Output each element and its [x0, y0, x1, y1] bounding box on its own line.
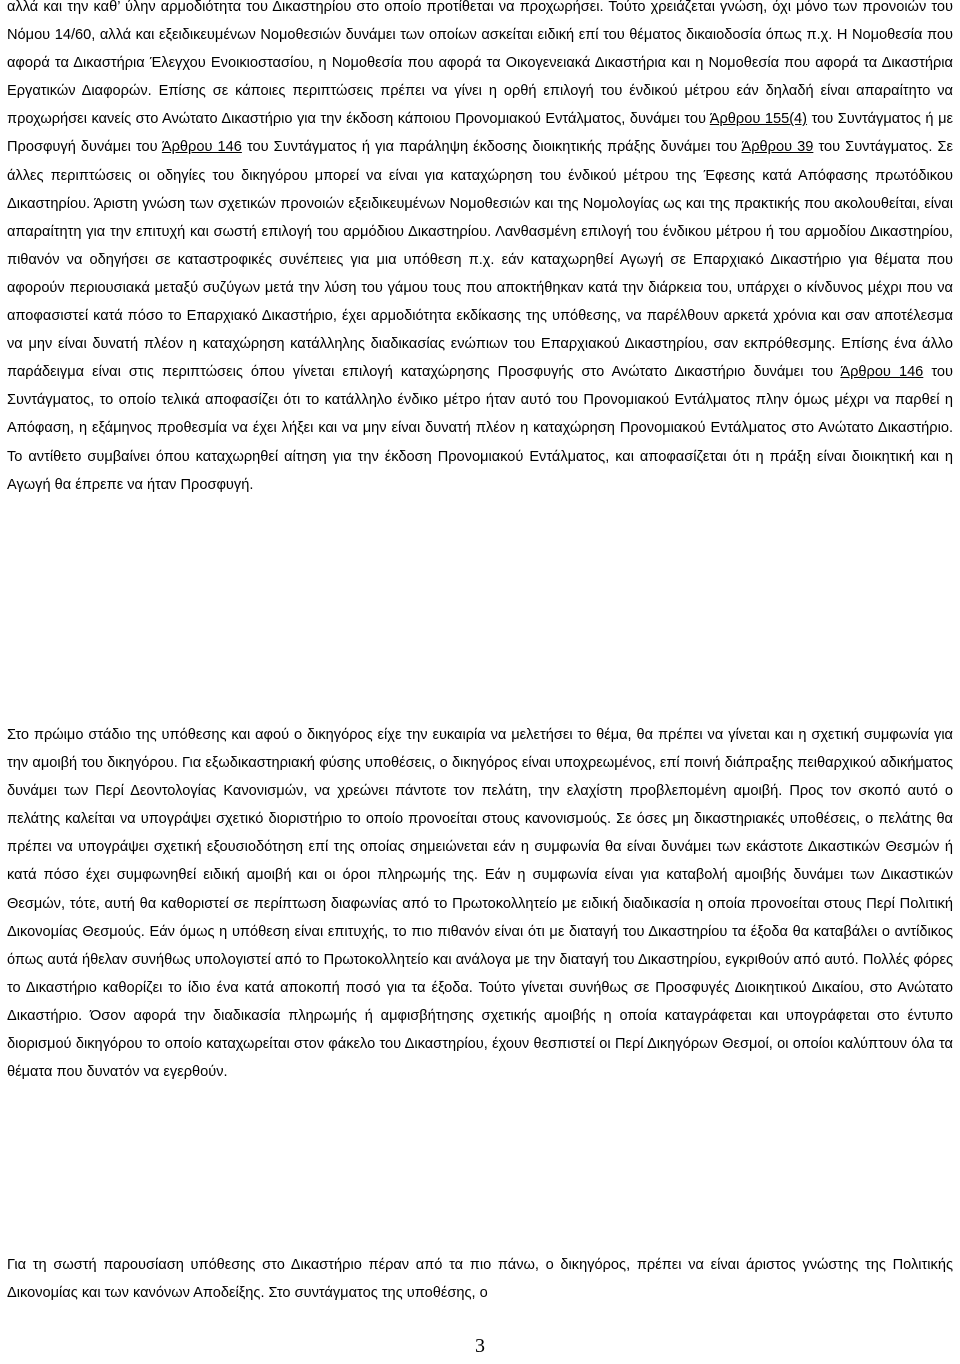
article-146-link-2[interactable]: Άρθρου 146 — [840, 364, 924, 381]
body-paragraph-2: Στο πρώιμο στάδιο της υπόθεσης και αφού ο δικηγόρος είχε την ευκαιρία να μελετήσει το θέμα, θα πρέπει να γίνεται και η σχετική συμφωνία για την αμοιβή του δικηγόρου. Για εξωδικαστηριακή φύσης υποθέσεις, ο δικηγόρος είναι υποχρεωμένος, επί ποινή διάπραξης πειθαρχικού αδικήματος δυνάμει των Περί Δεοντολογίας Κανονισμών, να χρεώνει πάντοτε τον πελάτη, την ελαχίστη προβλεπομένη αμοιβή. Προς τον σκοπό αυτό ο πελάτης καλείται να υπογράψει σχετικό διοριστήριο το οποίο προνοείται στους κανονισμούς. Σε όσες μη δικαστηριακές υποθέσεις, ο πελάτης θα πρέπει να υπογράψει σχετική εξουσιοδότηση επί της οποίας σημειώνεται εάν η συμφωνία θα είναι δυνάμει των εκάστοτε Δικαστικών Θεσμών ή κατά πόσο έχει συμφωνηθεί ειδική αμοιβή και οι όροι πληρωμής της. Εάν η συμφωνία είναι για καταβολή αμοιβής δυνάμει των Δικαστικών Θεσμών, τότε, αυτή θα καθοριστεί σε περίπτωση διαφωνίας από το Πρωτοκολλητείο με ειδική διαδικασία η οποία προνοείται στους Περί Πολιτική Δικονομίας Θεσμούς. Εάν όμως η υπόθεση είναι επιτυχής, το πιο πιθανόν είναι ότι με διαταγή του Δικαστηρίου τα έξοδα θα καταβάλει ο αντίδικος όπως αυτά ήθελαν συνήθως υπολογιστεί από το Πρωτοκολλητείο και ανάλογα με την διαταγή του Δικαστηρίου, εγκριθούν από αυτό. Πολλές φόρες το Δικαστήριο καθορίζει το ίδιο ένα κατά αποκοπή ποσό για τα έξοδα. Τούτο γίνεται συνήθως σε Προσφυγές Διοικητικού Δικαίου, στο Ανώτατο Δικαστήριο. Όσον αφορά την διαδικασία πληρωμής ή αμφισβήτησης σχετικής αμοιβής η οποία καταγράφεται και υπογράφεται στο έντυπο διορισμού δικηγόρου το οποίο καταχωρείται στον φάκελο του Δικαστηρίου, έχουν θεσπιστεί οι Περί Δικηγόρων Θεσμοί, οι οποίοι καλύπτουν όλα τα θέματα που δυνατόν να εγερθούν. — [7, 727, 953, 1081]
paragraph-1-text-3: του Συντάγματος ή για παράληψη έκδοσης διοικητικής πράξης δυνάμει του — [241, 139, 742, 156]
body-paragraph-3: Για τη σωστή παρουσίαση υπόθεσης στο Δικαστήριο πέραν από τα πιο πάνω, ο δικηγόρος, πρέπει να είναι άριστος γνώστης της Πολιτικής Δικονομίας και των κανόνων Αποδείξης. Στο συντάγματος της υποθέσης, ο — [7, 1257, 953, 1302]
body-paragraph-1 — [7, 0, 953, 499]
paragraph-1-text-4: του Συντάγματος. Σε άλλες περιπτώσεις οι οδηγίες του δικηγόρου μπορεί να είναι για καταχώρηση του ένδικού μέτρου της Έφεσης κατά Απόφασης πρωτόδικου Δικαστηρίου. Άριστη γνώση των σχετικών προνοιών εξειδικευμένων Νομοθεσιών και της Νομολογίας ως και της πρακτικής που ακολουθείται, είναι απαραίτητη για την επιτυχή και σωστή επιλογή του αρμόδιου Δικαστηρίου. Λανθασμένη επιλογή του ένδικου μέτρου ή του αρμοδίου Δικαστηρίου, πιθανόν να οδηγήσει σε καταστροφικές συνέπειες για μια υπόθεση π.χ. εάν καταχωρηθεί Αγωγή σε Επαρχιακό Δικαστήριο για θέματα που αφορούν περιουσιακά μεταξύ συζύγων μετά την λύση του γάμου τους που αποκτήθηκαν κατά την διάρκεια του, υπάρχει ο κίνδυνος μέχρι που να αποφασιστεί κατά πόσο το Επαρχιακό Δικαστήριο, έχει αρμοδιότητα εκδίκασης της υπόθεσης, να παρέλθουν αρκετά χρόνια και σαν αποτέλεσμα να μην είναι δυνατή πλέον η καταχώρηση κατάλληλης διαδικασίας ενώπιων του Επαρχιακού Δικαστηρίου, σαν εκπρόθεσμης. Επίσης ένα άλλο παράδειγμα είναι στις περιπτώσεις όπου γίνεται επιλογή καταχώρησης Προσφυγής στο Ανώτατο Δικαστήριο δυνάμει του — [7, 139, 953, 381]
paragraph-1-text-2: του Συντάγματος ή με Προσφυγή δυνάμει του — [7, 111, 953, 156]
article-155-4-link[interactable]: Άρθρου 155(4) — [709, 111, 808, 128]
paragraph-1-text-1: αλλά και την καθ’ ύλην αρμοδιότητα του Δικαστηρίου στο οποίο προτίθεται να προχωρήσει. Τούτο χρειάζεται γνώση, όχι μόνο των προνοιών του Νόμου 14/60, αλλά και εξειδικευμένων Νομοθεσιών δυνάμει των οποίων ασκείται ειδική επί του θέματος δικαιοδοσία όπως π.χ. Η Νομοθεσία που αφορά τα Δικαστήρια Έλεγχου Ενοικιοστασίου, η Νομοθεσία που αφορά τα Οικογενειακά Δικαστήρια και η Νομοθεσία που αφορά τα Δικαστήρια Εργατικών Διαφορών. Επίσης σε κάποιες περιπτώσεις πρέπει να γίνει η ορθή επιλογή του ένδικού μέτρου εάν δηλαδή είναι απαραίτητο να προχωρήσει κανείς στο Ανώτατο Δικαστήριο για την έκδοση κάποιου Προνομιακού Εντάλματος, δυνάμει του — [7, 0, 953, 128]
paragraph-1-text-5: του Συντάγματος, το οποίο τελικά αποφασίζει ότι το κατάλληλο ένδικο μέτρο ήταν αυτό του Προνομιακού Εντάλματος πλην όμως μέχρι να παρθεί η Απόφαση, η εξάμηνος προθεσμία να έχει λήξει και να μην είναι δυνατή πλέον η καταχώρηση Προνομιακού Εντάλματος στο Ανώτατο Δικαστήριο. Το αντίθετο συμβαίνει όπου καταχωρηθεί αίτηση για την έκδοση Προνομιακού Εντάλματος, και αποφασίζεται ότι η πράξη είναι διοικητική και η Αγωγή θα έπρεπε να ήταν Προσφυγή. — [7, 364, 954, 493]
article-39-link[interactable]: Άρθρου 39 — [741, 139, 814, 156]
article-146-link[interactable]: Άρθρου 146 — [161, 139, 242, 156]
page-number: 3 — [475, 1335, 485, 1357]
